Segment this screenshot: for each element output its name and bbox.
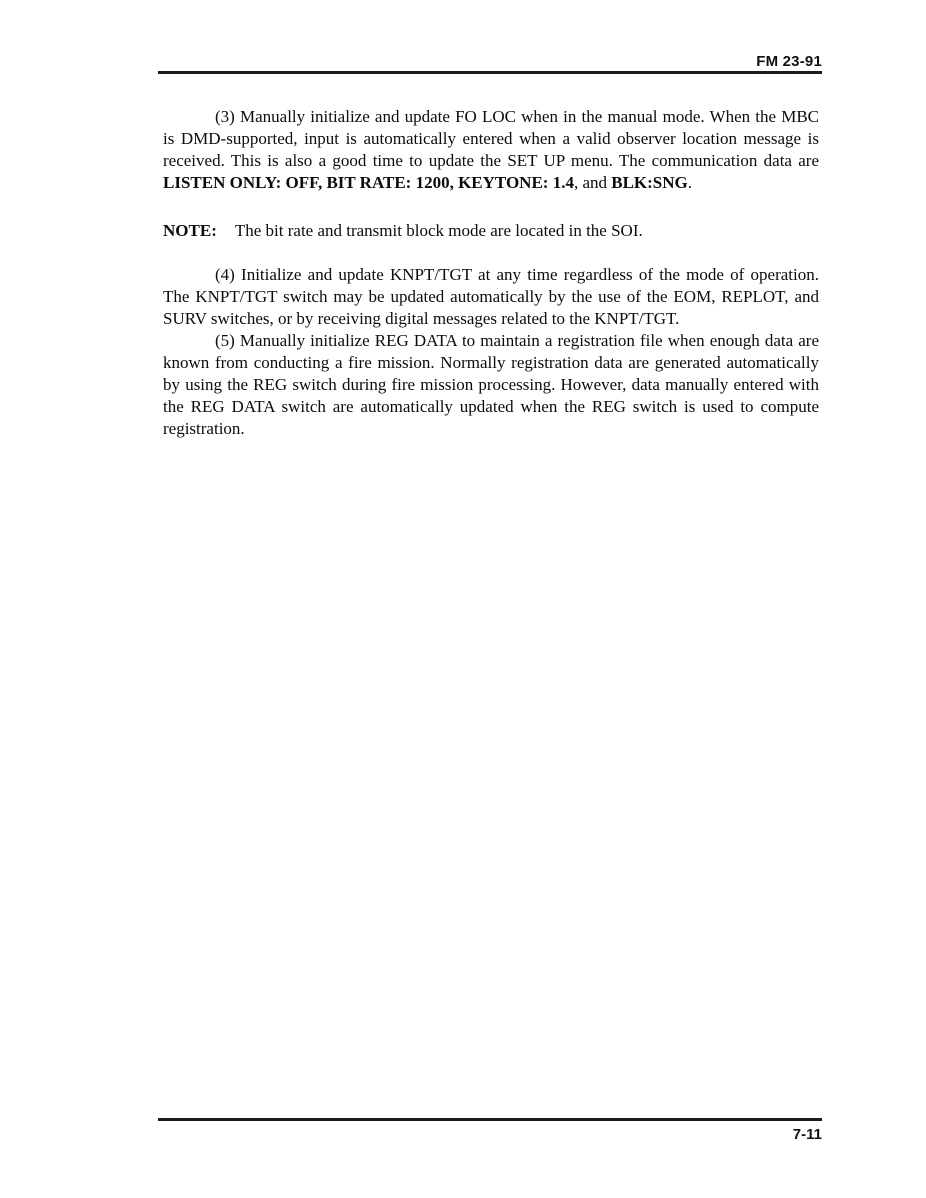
note-label: NOTE [163,221,212,240]
doc-number: FM 23-91 [756,53,822,70]
note-colon: : [211,221,217,240]
page-header [158,53,822,70]
paragraph-4: (4) Initialize and update KNPT/TGT at any time regardless of the mode of operation. The KNPT/TGT switch may be updated automatically by the use of the EOM, REPLOT, and SURV switches, or by receiving digital messages related to the KNPT/TGT. [163,265,819,328]
header-rule [158,71,822,74]
page-footer [158,1126,822,1143]
paragraph-3 [163,106,819,194]
paragraph-5: (5) Manually initialize REG DATA to maintain a registration file when enough data are known from conducting a fire mission. Normally registration data are generated automatically by using the REG switch during fire mission processing. However, data manually entered with the REG DATA switch are automatically updated when the REG switch is used to compute registration. [163,331,819,438]
page-number: 7-11 [792,1126,822,1143]
note-text: The bit rate and transmit block mode are located in the SOI. [234,221,643,240]
paragraph-3-text: (3) Manually initialize and update FO LOC when in the manual mode. When the MBC is DMD-supported, input is automatically entered when a valid observer location message is received. This is also a good time to update the SET UP menu. The communication data are [163,107,819,170]
paragraph-3-period: . [687,173,693,192]
footer-rule [158,1118,822,1121]
paragraph-3-text-and: , and [573,173,612,192]
paragraph-3-bold-blk-sng: BLK:SNG [611,173,688,192]
note-paragraph [163,220,819,242]
document-body [163,106,819,440]
paragraph-3-bold-comm-data: LISTEN ONLY: OFF, BIT RATE: 1200, KEYTONE: 1.4 [163,173,574,192]
